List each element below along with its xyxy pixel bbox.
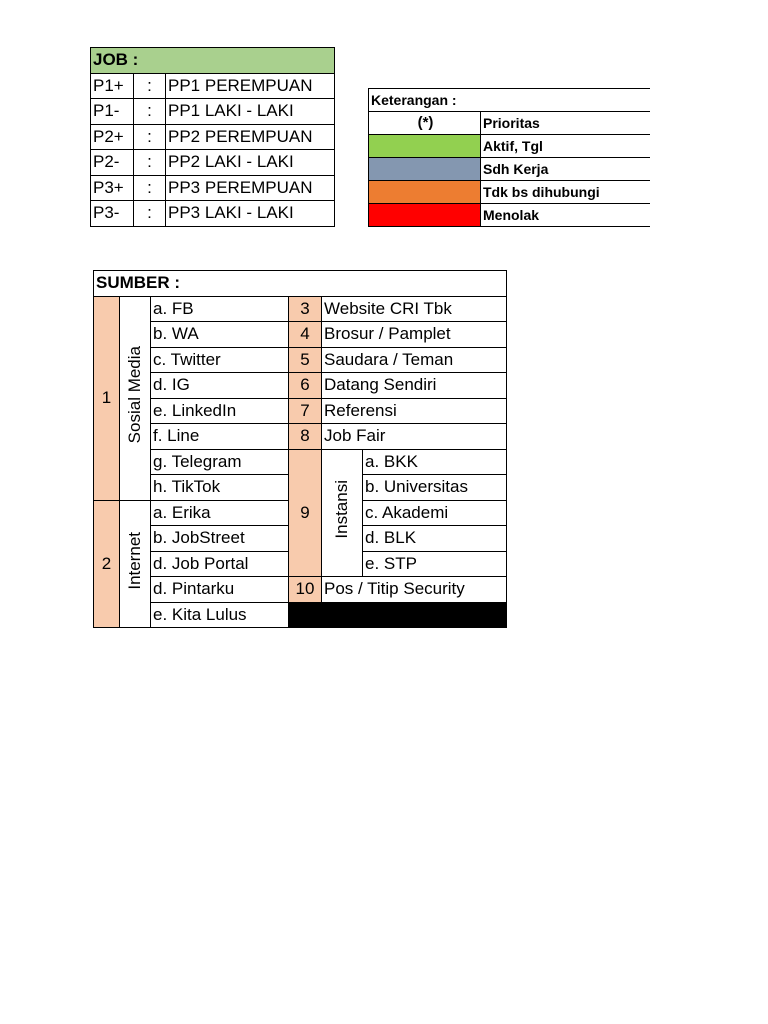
source-item: Saudara / Teman — [322, 347, 507, 373]
legend-swatch-red — [369, 204, 481, 227]
source-item: a. Erika — [151, 500, 289, 526]
job-description: PP1 LAKI - LAKI — [166, 99, 335, 125]
source-item: d. Pintarku — [151, 577, 289, 603]
source-item: c. Twitter — [151, 347, 289, 373]
source-number: 5 — [289, 347, 322, 373]
source-item: f. Line — [151, 424, 289, 450]
table-row — [94, 296, 507, 322]
source-item: d. IG — [151, 373, 289, 399]
legend-label: Menolak — [481, 204, 650, 227]
source-item: d. Job Portal — [151, 551, 289, 577]
source-item: Datang Sendiri — [322, 373, 507, 399]
legend-mark: (*) — [369, 112, 481, 135]
table-row — [369, 158, 650, 181]
job-code: P3+ — [91, 175, 134, 201]
job-separator: : — [134, 150, 166, 176]
legend-label: Sdh Kerja — [481, 158, 650, 181]
job-table — [90, 47, 335, 227]
table-row — [91, 150, 335, 176]
table-row — [91, 201, 335, 227]
table-row — [91, 99, 335, 125]
legend-label: Prioritas — [481, 112, 650, 135]
job-code: P2+ — [91, 124, 134, 150]
source-item: e. LinkedIn — [151, 398, 289, 424]
source-item: Job Fair — [322, 424, 507, 450]
group-label: Internet — [125, 531, 144, 590]
table-row — [369, 135, 650, 158]
job-code: P3- — [91, 201, 134, 227]
group-label-cell — [322, 449, 363, 577]
source-number: 10 — [289, 577, 322, 603]
group-label-cell — [120, 500, 151, 628]
group-number: 2 — [94, 500, 120, 628]
table-row — [91, 124, 335, 150]
table-row — [94, 373, 507, 399]
sumber-table — [93, 270, 507, 628]
table-row — [369, 204, 650, 227]
source-item: e. STP — [363, 551, 507, 577]
table-row — [94, 602, 507, 628]
table-row — [94, 398, 507, 424]
source-item: Referensi — [322, 398, 507, 424]
job-title: JOB : — [91, 48, 335, 74]
source-item: b. Universitas — [363, 475, 507, 501]
blank-black-cell — [289, 602, 507, 628]
job-separator: : — [134, 73, 166, 99]
legend-swatch-orange — [369, 181, 481, 204]
source-item: Website CRI Tbk — [322, 296, 507, 322]
job-description: PP3 PEREMPUAN — [166, 175, 335, 201]
source-number: 4 — [289, 322, 322, 348]
job-code: P1- — [91, 99, 134, 125]
source-item: b. WA — [151, 322, 289, 348]
table-row — [369, 112, 650, 135]
table-row — [91, 175, 335, 201]
job-code: P2- — [91, 150, 134, 176]
job-code: P1+ — [91, 73, 134, 99]
source-item: c. Akademi — [363, 500, 507, 526]
source-item: Brosur / Pamplet — [322, 322, 507, 348]
source-number: 8 — [289, 424, 322, 450]
table-row — [94, 577, 507, 603]
legend-title: Keterangan : — [369, 89, 650, 112]
group-number: 1 — [94, 296, 120, 500]
table-row — [369, 181, 650, 204]
job-description: PP1 PEREMPUAN — [166, 73, 335, 99]
group-label-cell — [120, 296, 151, 500]
source-number: 6 — [289, 373, 322, 399]
table-row — [94, 347, 507, 373]
source-item: a. FB — [151, 296, 289, 322]
legend-table — [368, 88, 650, 227]
job-separator: : — [134, 124, 166, 150]
source-item: b. JobStreet — [151, 526, 289, 552]
source-item: a. BKK — [363, 449, 507, 475]
table-row — [94, 449, 507, 475]
source-item: h. TikTok — [151, 475, 289, 501]
legend-swatch-gray-blue — [369, 158, 481, 181]
source-item: e. Kita Lulus — [151, 602, 289, 628]
source-item: d. BLK — [363, 526, 507, 552]
legend-swatch-green — [369, 135, 481, 158]
source-number: 9 — [289, 449, 322, 577]
legend-label: Aktif, Tgl — [481, 135, 650, 158]
source-item: g. Telegram — [151, 449, 289, 475]
group-label: Instansi — [332, 480, 351, 540]
source-number: 7 — [289, 398, 322, 424]
job-separator: : — [134, 201, 166, 227]
job-description: PP2 LAKI - LAKI — [166, 150, 335, 176]
job-separator: : — [134, 99, 166, 125]
table-row — [91, 73, 335, 99]
job-description: PP2 PEREMPUAN — [166, 124, 335, 150]
source-number: 3 — [289, 296, 322, 322]
group-label: Sosial Media — [125, 346, 144, 444]
source-item: Pos / Titip Security — [322, 577, 507, 603]
job-separator: : — [134, 175, 166, 201]
legend-label: Tdk bs dihubungi — [481, 181, 650, 204]
table-row — [94, 322, 507, 348]
job-description: PP3 LAKI - LAKI — [166, 201, 335, 227]
sumber-title: SUMBER : — [94, 271, 507, 297]
table-row — [94, 424, 507, 450]
